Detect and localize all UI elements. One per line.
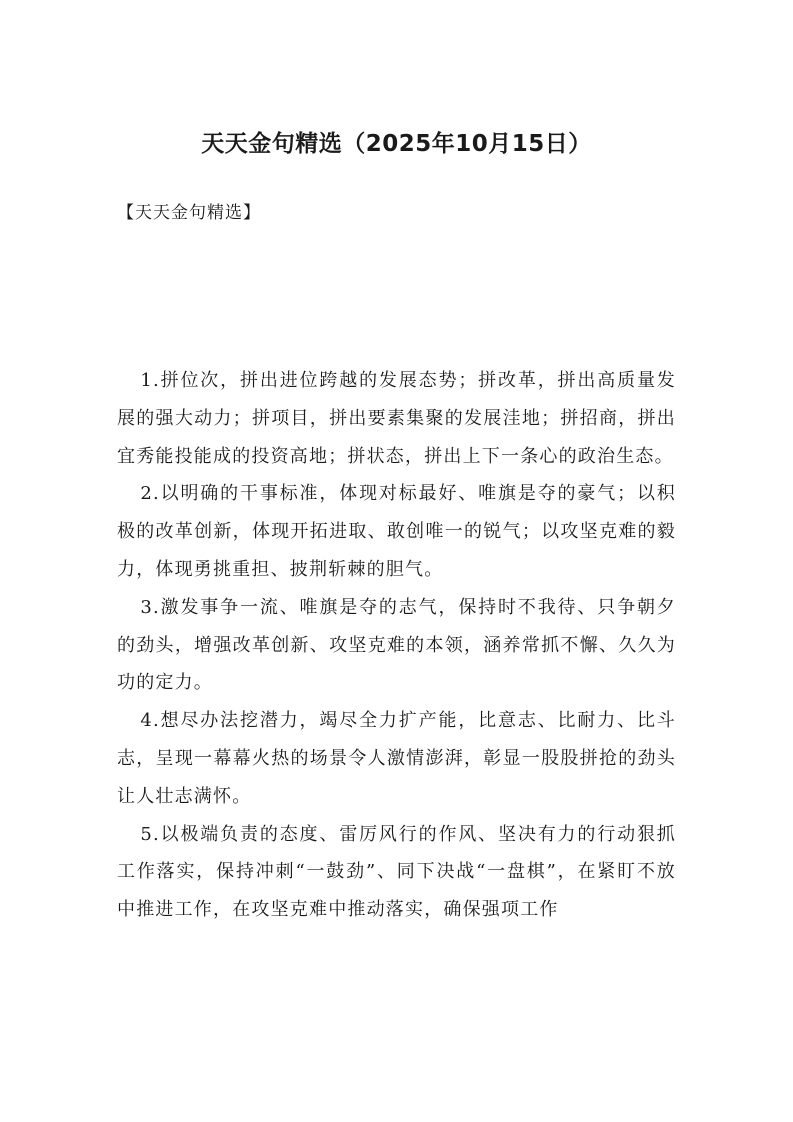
section-label: 【天天金句精选】 bbox=[117, 203, 261, 223]
paragraph-2: 2.以明确的干事标准，体现对标最好、唯旗是夺的豪气；以积极的改革创新，体现开拓进取、敢创唯一的锐气；以攻坚克难的毅力，体现勇挑重担、披荆斩棘的胆气。 bbox=[117, 483, 676, 580]
paragraph-1: 1.拼位次，拼出进位跨越的发展态势；拼改革，拼出高质量发展的强大动力；拼项目，拼出要素集聚的发展洼地；拼招商，拼出宜秀能投能成的投资高地；拼状态，拼出上下一条心的政治生态。 bbox=[117, 370, 676, 467]
paragraph-3: 3.激发事争一流、唯旗是夺的志气，保持时不我待、只争朝夕的劲头，增强改革创新、攻坚克难的本领，涵养常抓不懈、久久为功的定力。 bbox=[117, 596, 676, 694]
paragraph-4: 4.想尽办法挖潜力，竭尽全力扩产能，比意志、比耐力、比斗志，呈现一幕幕火热的场景令人激情澎湃，彰显一股股拼抢的劲头让人壮志满怀。 bbox=[117, 710, 676, 807]
document-title: 天天金句精选（2025年10月15日） bbox=[201, 131, 592, 157]
document-body bbox=[117, 362, 676, 929]
paragraph-5: 5.以极端负责的态度、雷厉风行的作风、坚决有力的行动狠抓工作落实，保持冲刺“一鼓劲”、同下决战“一盘棋”，在紧盯不放中推进工作，在攻坚克难中推动落实，确保强项工作 bbox=[117, 823, 676, 921]
